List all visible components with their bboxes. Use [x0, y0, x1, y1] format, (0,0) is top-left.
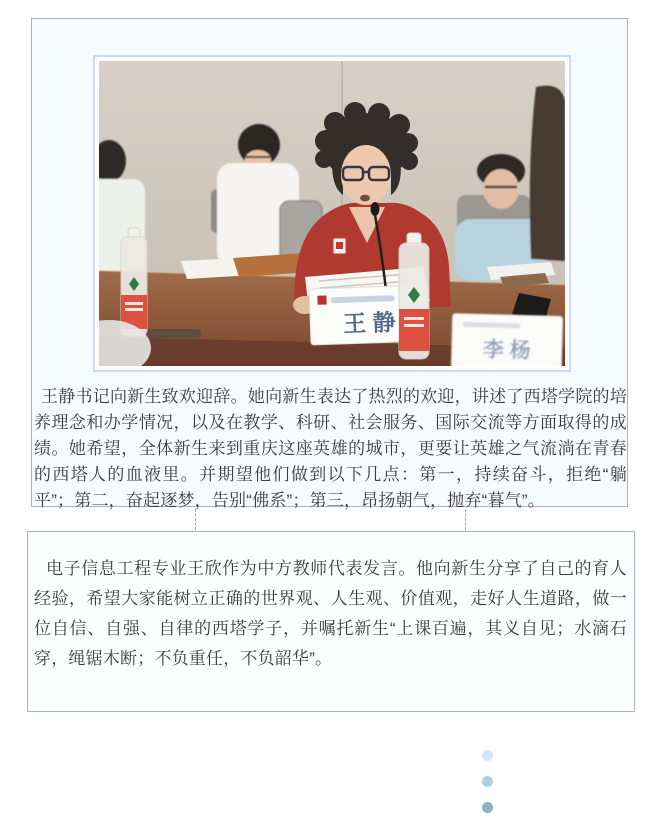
meeting-photo[interactable]	[93, 55, 571, 372]
placard-liyang	[451, 314, 562, 366]
placard-liyang-text: 李 杨	[482, 338, 531, 363]
water-bottle-left	[121, 228, 147, 336]
placard-wangjing-text: 王 静	[342, 309, 396, 337]
meeting-photo-image	[99, 61, 565, 366]
decor-dot-2	[482, 776, 493, 787]
decor-dot-3	[482, 802, 493, 813]
dashed-connector-right	[465, 509, 466, 530]
paragraph-teacher-speech: 电子信息工程专业王欣作为中方教师代表发言。他向新生分享了自己的育人经验，希望大家能树立正确的世界观、人生观、价值观，走好人生道路，做一位自信、自强、自律的西塔学子，并嘱托新生“上课百遍，其义自见；水滴石穿，绳锯木断；不负重任，不负韶华”。	[34, 559, 627, 668]
teacher-speech-card	[27, 531, 635, 712]
paragraph-welcome-speech: 王静书记向新生致欢迎辞。她向新生表达了热烈的欢迎，讲述了西塔学院的培养理念和办学情况，以及在教学、科研、社会服务、国际交流等方面取得的成绩。她希望，全体新生来到重庆这座英雄的城市，更要让英雄之气流淌在青春的西塔人的血液里。并期望他们做到以下几点：第一，持续奋斗，拒绝“躺平”；第二，奋起逐梦，告别“佛系”；第三，昂扬朝气，抛弃“暮气”。	[34, 387, 627, 510]
decor-dot-1	[482, 750, 493, 761]
welcome-card	[31, 18, 628, 510]
dashed-connector-left	[195, 509, 196, 530]
water-bottle-center	[399, 233, 429, 359]
